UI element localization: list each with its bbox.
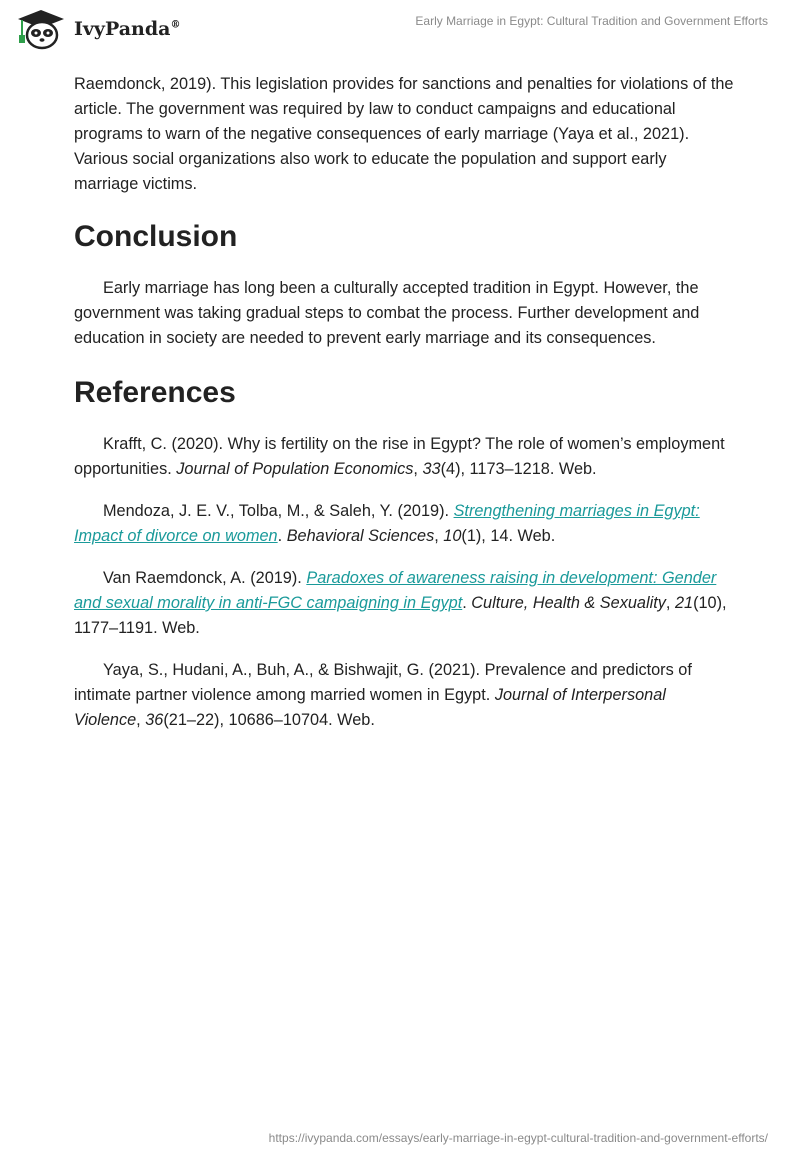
panda-graduate-icon (14, 8, 68, 50)
page-header (0, 0, 800, 70)
conclusion-heading: Conclusion (74, 220, 238, 253)
source-url[interactable]: https://ivypanda.com/essays/early-marriage-in-egypt-cultural-tradition-and-government-efforts/ (268, 1131, 768, 1145)
reference-journal: Journal of Population Economics (176, 460, 414, 478)
reference-journal: Behavioral Sciences (286, 527, 435, 545)
brand-logo[interactable] (14, 8, 180, 50)
conclusion-paragraph: Early marriage has long been a culturally accepted tradition in Egypt. However, the government was taking gradual steps to combat the process. Further development and education in society are needed to prevent early marriage and its consequences. (74, 279, 700, 347)
references-heading: References (74, 376, 236, 409)
brand-name: IvyPanda® (74, 18, 181, 40)
reference-link[interactable]: Strengthening marriages in Egypt: Impact of divorce on women (74, 502, 700, 545)
document-title: Early Marriage in Egypt: Cultural Tradition and Government Efforts (415, 14, 768, 28)
reference-item: Yaya, S., Hudani, A., Buh, A., & Bishwajit, G. (2021). Prevalence and predictors of intimate partner violence among married women in Egypt. Journal of Interpersonal Violence, 36(21–22), 10686–10704. Web. (74, 661, 692, 729)
reference-item: Mendoza, J. E. V., Tolba, M., & Saleh, Y. (2019). Strengthening marriages in Egypt: Impact of divorce on women. Behavioral Sciences, 10(1), 14. Web. (74, 502, 700, 545)
document-body (74, 70, 734, 733)
intro-paragraph: Raemdonck, 2019). This legislation provides for sanctions and penalties for violations of the article. The government was required by law to conduct campaigns and educational programs to warn of the negative consequences of early marriage (Yaya et al., 2021). Various social organizations also work to educate the population and support early marriage victims. (74, 75, 734, 193)
reference-item: Van Raemdonck, A. (2019). Paradoxes of awareness raising in development: Gender and sexual morality in anti-FGC campaigning in Egypt. Culture, Health & Sexuality, 21(10), 1177–1191. Web. (74, 569, 727, 637)
reference-journal: Culture, Health & Sexuality (471, 594, 666, 612)
reference-link[interactable]: Paradoxes of awareness raising in development: Gender and sexual morality in anti-FGC campaigning in Egypt (74, 569, 717, 612)
reference-journal: Journal of Interpersonal Violence (74, 686, 666, 729)
reference-item: Krafft, C. (2020). Why is fertility on the rise in Egypt? The role of women’s employment opportunities. Journal of Population Economics, 33(4), 1173–1218. Web. (74, 435, 725, 478)
